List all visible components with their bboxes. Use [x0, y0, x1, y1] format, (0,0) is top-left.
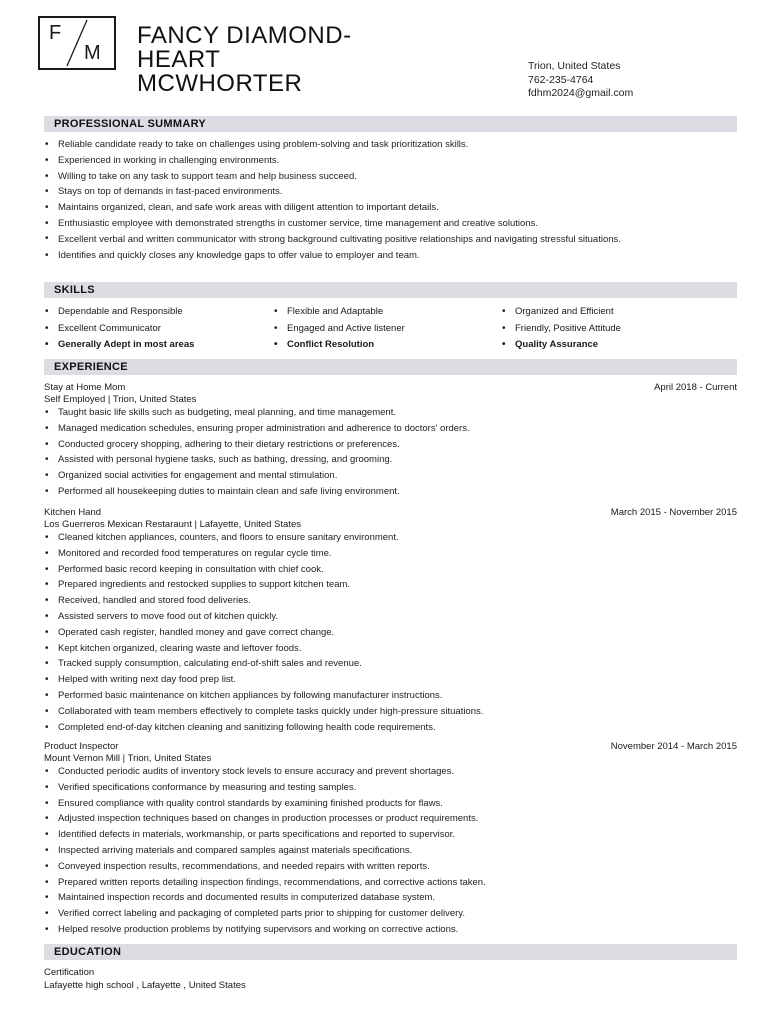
summary-list — [44, 137, 734, 264]
skill-item: • Friendly, Positive Attitude — [501, 321, 721, 338]
contact-location: Trion, United States — [528, 60, 621, 72]
list-item: • Identified defects in materials, workmanship, or parts specifications and reported to supervisor. — [44, 827, 734, 843]
job-bullets — [44, 530, 734, 735]
skill-item: • Generally Adept in most areas — [44, 337, 264, 354]
job-company: Self Employed | Trion, United States — [44, 394, 197, 405]
section-header-education — [44, 944, 737, 960]
section-header-summary — [44, 116, 737, 132]
candidate-name — [137, 24, 352, 96]
list-item: • Maintains organized, clean, and safe work areas with diligent attention to important details. — [44, 200, 734, 216]
job-company: Los Guerreros Mexican Restaraunt | Lafayette, United States — [44, 519, 301, 530]
list-item: • Performed basic record keeping in consultation with chief cook. — [44, 562, 734, 578]
list-item: • Enthusiastic employee with demonstrated strengths in customer service, time management and creative solutions. — [44, 216, 734, 232]
list-item: • Assisted servers to move food out of kitchen quickly. — [44, 609, 734, 625]
list-item: • Kept kitchen organized, clearing waste and leftover foods. — [44, 641, 734, 657]
job-dates: April 2018 - Current — [654, 382, 737, 393]
contact-phone: 762-235-4764 — [528, 73, 594, 86]
list-item: • Monitored and recorded food temperatures on regular cycle time. — [44, 546, 734, 562]
name-line-2: HEART — [137, 46, 221, 73]
list-item: • Operated cash register, handled money and gave correct change. — [44, 625, 734, 641]
skill-item: • Excellent Communicator — [44, 321, 264, 338]
job-bullets — [44, 405, 734, 500]
job-company: Mount Vernon Mill | Trion, United States — [44, 753, 212, 764]
section-header-skills — [44, 282, 737, 298]
list-item: • Prepared written reports detailing inspection findings, recommendations, and corrective actions taken. — [44, 875, 734, 891]
skill-item: • Engaged and Active listener — [273, 321, 493, 338]
list-item: • Taught basic life skills such as budgeting, meal planning, and time management. — [44, 405, 734, 421]
list-item: • Prepared ingredients and restocked supplies to support kitchen team. — [44, 577, 734, 593]
list-item: • Willing to take on any task to support team and help business succeed. — [44, 169, 734, 185]
list-item: • Inspected arriving materials and compared samples against materials specifications. — [44, 843, 734, 859]
monogram-logo — [38, 16, 116, 70]
list-item: • Verified specifications conformance by measuring and testing samples. — [44, 780, 734, 796]
list-item: • Helped with writing next day food prep list. — [44, 672, 734, 688]
skill-item: • Dependable and Responsible — [44, 304, 264, 321]
job-dates: November 2014 - March 2015 — [610, 741, 737, 752]
education-degree: Certification — [44, 967, 95, 978]
list-item: • Verified correct labeling and packaging of completed parts prior to shipping for customer delivery. — [44, 906, 734, 922]
list-item: • Excellent verbal and written communicator with strong background cultivating positive relationships and navigating stressful situations. — [44, 232, 734, 248]
list-item: • Ensured compliance with quality control standards by examining finished products for flaws. — [44, 796, 734, 812]
skill-item: • Organized and Efficient — [501, 304, 721, 321]
contact-email: fdhm2024@gmail.com — [528, 87, 634, 99]
job-title: Stay at Home Mom — [44, 382, 126, 393]
monogram-last-initial: M — [84, 42, 101, 64]
education-school: Lafayette high school , Lafayette , United States — [44, 980, 246, 991]
list-item: • Received, handled and stored food deliveries. — [44, 593, 734, 609]
job-title: Kitchen Hand — [44, 507, 102, 518]
monogram-first-initial: F — [49, 22, 62, 44]
list-item: • Adjusted inspection techniques based on changes in production processes or product requirements. — [44, 811, 734, 827]
section-title: EDUCATION — [54, 946, 122, 958]
name-line-1: FANCY DIAMOND- — [137, 22, 352, 49]
job-bullets — [44, 764, 734, 938]
skills-column-2 — [273, 304, 493, 354]
list-item: • Conveyed inspection results, recommendations, and needed repairs with written reports. — [44, 859, 734, 875]
name-line-3: MCWHORTER — [137, 70, 303, 97]
list-item: • Collaborated with team members effectively to complete tasks quickly under high-pressure situations. — [44, 704, 734, 720]
job-title: Product Inspector — [44, 741, 119, 752]
list-item: • Tracked supply consumption, calculating end-of-shift sales and revenue. — [44, 656, 734, 672]
job-dates: March 2015 - November 2015 — [610, 507, 737, 518]
section-title: EXPERIENCE — [54, 361, 128, 373]
list-item: • Identifies and quickly closes any knowledge gaps to offer value to employer and team. — [44, 248, 734, 264]
list-item: • Managed medication schedules, ensuring proper administration and adherence to doctors' orders. — [44, 421, 734, 437]
list-item: • Stays on top of demands in fast-paced environments. — [44, 184, 734, 200]
skills-column-1 — [44, 304, 264, 354]
section-title: SKILLS — [54, 284, 95, 296]
list-item: • Performed all housekeeping duties to maintain clean and safe living environment. — [44, 484, 734, 500]
section-title: PROFESSIONAL SUMMARY — [54, 118, 207, 130]
skill-item: • Quality Assurance — [501, 337, 721, 354]
section-header-experience — [44, 359, 737, 375]
skills-column-3 — [501, 304, 721, 354]
list-item: • Experienced in working in challenging environments. — [44, 153, 734, 169]
list-item: • Organized social activities for engagement and mental stimulation. — [44, 468, 734, 484]
list-item: • Assisted with personal hygiene tasks, such as bathing, dressing, and grooming. — [44, 452, 734, 468]
contact-info — [528, 60, 633, 101]
list-item: • Completed end-of-day kitchen cleaning and sanitizing following health code requirements. — [44, 720, 734, 736]
list-item: • Helped resolve production problems by notifying supervisors and working on corrective actions. — [44, 922, 734, 938]
list-item: • Reliable candidate ready to take on challenges using problem-solving and task prioritization skills. — [44, 137, 734, 153]
list-item: • Conducted periodic audits of inventory stock levels to ensure accuracy and prevent shortages. — [44, 764, 734, 780]
list-item: • Conducted grocery shopping, adhering to their dietary restrictions or preferences. — [44, 437, 734, 453]
skill-item: • Flexible and Adaptable — [273, 304, 493, 321]
list-item: • Cleaned kitchen appliances, counters, and floors to ensure sanitary environment. — [44, 530, 734, 546]
list-item: • Maintained inspection records and documented results in computerized database system. — [44, 890, 734, 906]
list-item: • Performed basic maintenance on kitchen appliances by following manufacturer instructions. — [44, 688, 734, 704]
skill-item: • Conflict Resolution — [273, 337, 493, 354]
